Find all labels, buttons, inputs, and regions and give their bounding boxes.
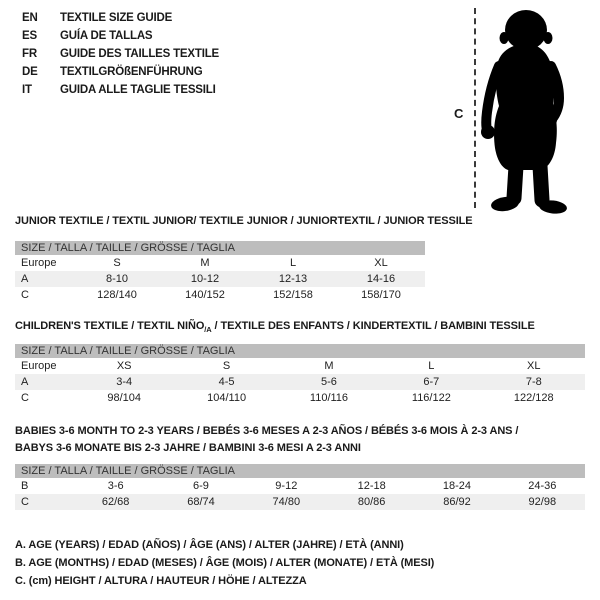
language-row [22, 81, 219, 99]
table-row [15, 255, 425, 271]
value-cell: 98/104 [107, 392, 142, 404]
row-label-cell: Europe [21, 360, 57, 372]
value-cell: 122/128 [513, 392, 554, 404]
value-cell: 116/122 [411, 392, 451, 404]
junior-size-table [15, 241, 425, 303]
value-cell: 24-36 [528, 480, 557, 492]
size-header-label: SIZE / TALLA / TAILLE / GRÖSSE / TAGLIA [15, 241, 425, 255]
section-title-children-post: / TEXTILE DES ENFANTS / KINDERTEXTIL / BAMBINI TESSILE [211, 320, 535, 332]
section-title-babies-line2: BABYS 3-6 MONATE BIS 2-3 JAHRE / BAMBINI 3-6 MESI A 2-3 ANNI [15, 442, 361, 454]
value-cell: 10-12 [161, 271, 249, 287]
language-row [22, 45, 219, 63]
language-code: EN [22, 12, 38, 24]
value-cell: M [200, 257, 210, 269]
row-label-cell: C [21, 392, 29, 404]
value-cell: 7-8 [483, 374, 585, 390]
section-title-babies-line1: BABIES 3-6 MONTH TO 2-3 YEARS / BEBÉS 3-6 MESES A 2-3 AÑOS / BÉBÉS 3-6 MOIS À 2-3 ANS / [15, 425, 519, 437]
value-cell: 14-16 [337, 271, 425, 287]
language-label: TEXTILE SIZE GUIDE [60, 12, 173, 24]
value-cell: 9-12 [275, 480, 298, 492]
language-header [22, 9, 219, 99]
table-row [15, 287, 425, 303]
language-label: TEXTILGRÖßENFÜHRUNG [60, 66, 203, 78]
value-cell: S [113, 257, 121, 269]
row-label-cell: C [15, 494, 73, 510]
language-label: GUÍA DE TALLAS [60, 30, 153, 42]
section-title-children-pre: CHILDREN'S TEXTILE / TEXTIL NIÑO [15, 320, 205, 332]
value-cell: 128/140 [97, 289, 137, 301]
value-cell: 158/170 [361, 289, 401, 301]
value-cell: S [222, 360, 231, 372]
section-title-children-sub: /A [204, 325, 212, 335]
table-row [15, 271, 425, 287]
footnote-c: C. (cm) HEIGHT / ALTURA / HAUTEUR / HÖHE / ALTEZZA [15, 575, 307, 587]
value-cell: L [428, 360, 435, 372]
section-title-junior: JUNIOR TEXTILE / TEXTIL JUNIOR/ TEXTILE JUNIOR / JUNIORTEXTIL / JUNIOR TESSILE [15, 215, 473, 227]
value-cell: 152/158 [273, 289, 313, 301]
language-label: GUIDA ALLE TAGLIE TESSILI [60, 84, 216, 96]
language-label: GUIDE DES TAILLES TEXTILE [60, 48, 219, 60]
table-row [15, 374, 585, 390]
value-cell: 92/98 [500, 494, 585, 510]
footnotes [15, 536, 434, 590]
language-row [22, 27, 219, 45]
section-title-children [15, 320, 535, 334]
table-row [15, 358, 585, 374]
size-header-bar [15, 464, 585, 478]
row-label-cell: A [15, 271, 73, 287]
table-row [15, 478, 585, 494]
size-header-bar [15, 241, 425, 255]
value-cell: 104/110 [207, 392, 247, 404]
value-cell: 6-9 [193, 480, 209, 492]
language-row [22, 63, 219, 81]
value-cell: 86/92 [414, 494, 499, 510]
value-cell: XL [374, 257, 388, 269]
value-cell: XS [116, 360, 132, 372]
row-label-cell: A [15, 374, 73, 390]
value-cell: 5-6 [278, 374, 380, 390]
children-size-table [15, 344, 585, 406]
table-row [15, 390, 585, 406]
language-code: IT [22, 84, 32, 96]
language-row [22, 9, 219, 27]
footnote-b: B. AGE (MONTHS) / EDAD (MESES) / ÂGE (MOIS) / ALTER (MONATE) / ETÀ (MESI) [15, 557, 435, 569]
section-title-babies [15, 423, 518, 457]
value-cell: 8-10 [73, 271, 161, 287]
value-cell: 110/116 [309, 392, 349, 404]
value-cell: 4-5 [175, 374, 277, 390]
value-cell: 18-24 [442, 480, 472, 492]
row-label-cell: C [21, 289, 29, 301]
value-cell: 62/68 [73, 494, 158, 510]
size-header-bar [15, 344, 585, 358]
size-header-label: SIZE / TALLA / TAILLE / GRÖSSE / TAGLIA [15, 464, 585, 478]
value-cell: L [289, 257, 297, 269]
height-measure-line [474, 8, 476, 208]
value-cell: XL [527, 360, 541, 372]
value-cell: 140/152 [185, 289, 225, 301]
toddler-silhouette-icon [478, 6, 573, 216]
row-label-cell: B [21, 480, 29, 492]
language-code: ES [22, 30, 37, 42]
value-cell: 68/74 [158, 494, 243, 510]
value-cell: 6-7 [380, 374, 482, 390]
value-cell: 12-13 [249, 271, 337, 287]
value-cell: 3-4 [73, 374, 175, 390]
value-cell: 12-18 [357, 480, 386, 492]
value-cell: 74/80 [244, 494, 329, 510]
value-cell: M [324, 360, 334, 372]
table-row [15, 494, 585, 510]
row-label-cell: Europe [21, 257, 57, 269]
height-measure-label: C [454, 106, 464, 121]
language-code: FR [22, 48, 37, 60]
footnote-a: A. AGE (YEARS) / EDAD (AÑOS) / ÂGE (ANS) / ALTER (JAHRE) / ETÀ (ANNI) [15, 539, 404, 551]
babies-size-table [15, 464, 585, 510]
value-cell: 3-6 [107, 480, 124, 492]
value-cell: 80/86 [329, 494, 414, 510]
size-header-label: SIZE / TALLA / TAILLE / GRÖSSE / TAGLIA [15, 344, 585, 358]
language-code: DE [22, 66, 38, 78]
